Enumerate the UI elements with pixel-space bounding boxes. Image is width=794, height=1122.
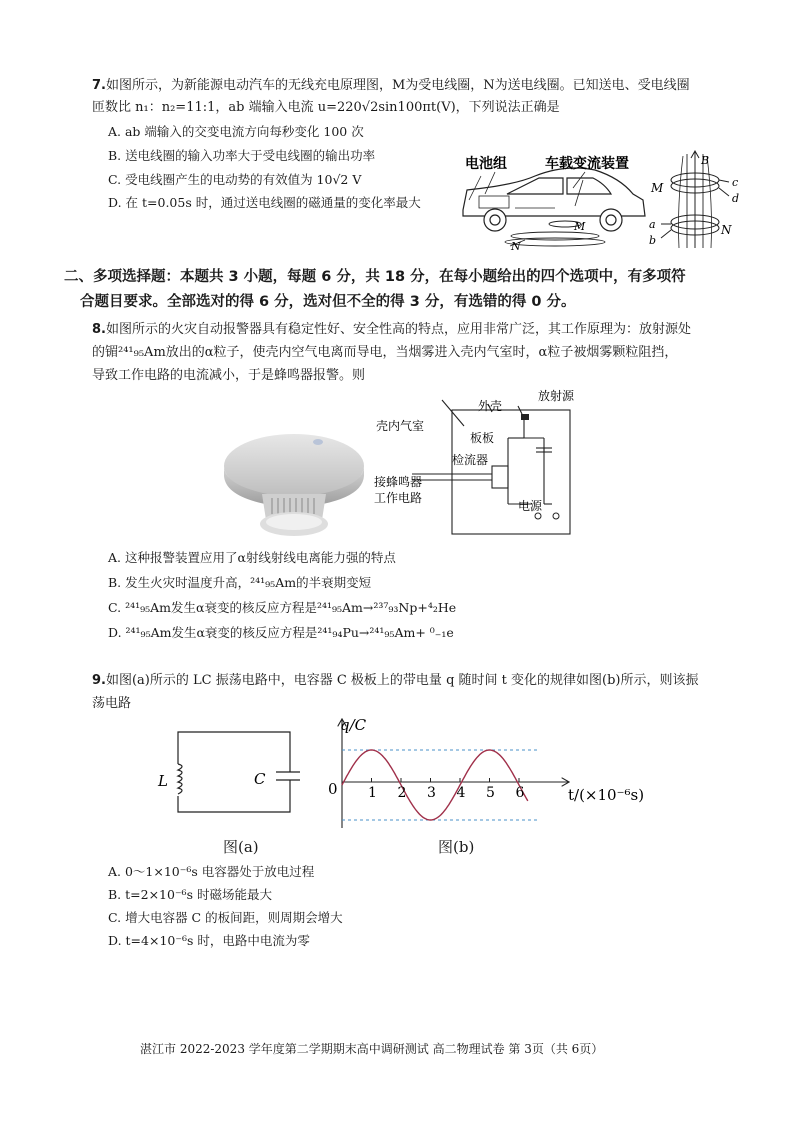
q8-line1-text: 如图所示的火灾自动报警器具有稳定性好、安全性高的特点，应用非常广泛，其工作原理为：放射源处: [105, 322, 691, 337]
car-illustration: [463, 168, 645, 246]
q9-option-b: B. t=2×10⁻⁶s 时磁场能最大: [108, 887, 272, 902]
q8-stem-line1: [92, 320, 691, 340]
q7-stem-line1: [92, 76, 690, 96]
detector-label: 检流器: [452, 453, 489, 467]
y-axis-label: q/C: [340, 716, 367, 734]
q9-line1-text: 如图(a)所示的 LC 振荡电路中，电容器 C 极板上的带电量 q 随时间 t 变化的规律如图(b)所示，则该振: [105, 673, 699, 688]
q8-option-d: D. ²⁴¹₉₅Am发生α衰变的核反应方程是²⁴¹₉₄Pu→²⁴¹₉₅Am+ ⁰₋₁e: [108, 625, 454, 640]
terminal-c-label: c: [732, 176, 739, 189]
q8-stem-line3: 导致工作电路的电流减小，于是蜂鸣器报警。则: [92, 368, 366, 383]
q8-number: 8.: [92, 322, 106, 337]
q8-stem-line2: 的镅²⁴¹₉₅Am放出的α粒子，使壳内空气电离而导电，当烟雾进入壳内气室时，α粒子被烟雾颗粒阻挡，: [92, 345, 678, 360]
buzzer-label-line1: 接蜂鸣器: [374, 475, 423, 489]
power-label: 电源: [518, 499, 543, 513]
q8-option-a: A. 这种报警装置应用了α射线射线电离能力强的特点: [108, 550, 396, 565]
radiation-source-mark: [521, 414, 529, 420]
x-axis-label: t/(×10⁻⁶s): [568, 786, 645, 804]
q9-option-d: D. t=4×10⁻⁶s 时，电路中电流为零: [108, 933, 310, 948]
q9-option-a: A. 0～1×10⁻⁶s 电容器处于放电过程: [108, 864, 315, 879]
q8-option-c: C. ²⁴¹₉₅Am发生α衰变的核反应方程是²⁴¹₉₅Am→²³⁷₉₃Np+⁴₂He: [108, 600, 457, 615]
coil-diagram: [661, 151, 729, 248]
q9-option-c: C. 增大电容器 C 的板间距，则周期会增大: [108, 910, 343, 925]
fig-b-caption: 图(b): [438, 838, 475, 856]
source-label: 放射源: [538, 389, 575, 403]
shell-label: 外壳: [478, 399, 503, 413]
x-tick-label: 4: [456, 785, 466, 801]
q7-option-b: B. 送电线圈的输入功率大于受电线圈的输出功率: [108, 148, 376, 163]
car-coil-m-label: M: [574, 220, 586, 233]
q7-option-c: C. 受电线圈产生的电动势的有效值为 10√2 V: [108, 172, 362, 187]
q7-stem-line2: 匝数比 n₁：n₂=11:1，ab 端输入电流 u=220√2sin100πt(V)，下列说法正确是: [92, 100, 560, 115]
q-t-graph: [318, 714, 650, 834]
q7-option-a: A. ab 端输入的交变电流方向每秒变化 100 次: [108, 124, 364, 139]
terminal-d-label: d: [732, 192, 740, 205]
x-tick-label: 1: [368, 785, 377, 801]
q7-number: 7.: [92, 78, 106, 93]
car-coil-n-label: N: [511, 240, 521, 252]
coil-m-label: M: [651, 181, 664, 195]
q9-stem-line2: 荡电路: [92, 696, 132, 711]
terminal-b-label: b: [649, 234, 657, 247]
q9-number: 9.: [92, 673, 106, 688]
section2-heading-line1: 二、多项选择题：本题共 3 小题，每题 6 分，共 18 分，在每小题给出的四个选项中，有多项符: [64, 269, 686, 285]
converter-label: 车载变流装置: [545, 156, 629, 172]
chamber-label: 壳内气室: [376, 419, 425, 433]
inductor-label: L: [158, 772, 168, 790]
inductor-coil: [178, 764, 182, 794]
coil-n-label: N: [721, 223, 732, 237]
x-tick-label: 3: [427, 785, 436, 801]
q7-line1-text: 如图所示，为新能源电动汽车的无线充电原理图，M为受电线圈，N为送电线圈。已知送电、受电线圈: [105, 78, 690, 93]
q7-option-d: D. 在 t=0.05s 时，通过送电线圈的磁通量的变化率最大: [108, 195, 421, 210]
field-b-label: B: [701, 154, 710, 167]
smoke-detector-image: [222, 428, 367, 540]
origin-label: 0: [328, 780, 338, 798]
q9-stem-line1: [92, 671, 698, 691]
capacitor-label: C: [254, 770, 266, 788]
q7-wireless-charging-figure: [455, 150, 745, 252]
battery-label: 电池组: [465, 156, 507, 172]
x-tick-label: 6: [515, 785, 525, 801]
plate-label: 板板: [470, 431, 495, 445]
x-tick-label: 2: [397, 785, 407, 801]
section2-heading-line2: 合题目要求。全部选对的得 6 分，选对但不全的得 3 分，有选错的得 0 分。: [80, 294, 576, 310]
q8-alarm-circuit-diagram: [372, 386, 582, 538]
page-footer: 湛江市 2022-2023 学年度第二学期期末高中调研测试 高二物理试卷 第 3页（共 6页）: [140, 1042, 604, 1056]
fig-a-caption: 图(a): [223, 838, 259, 856]
q8-option-b: B. 发生火灾时温度升高，²⁴¹₉₅Am的半衰期变短: [108, 575, 372, 590]
buzzer-label-line2: 工作电路: [374, 491, 423, 505]
terminal-a-label: a: [649, 218, 656, 231]
x-tick-label: 5: [486, 785, 495, 801]
